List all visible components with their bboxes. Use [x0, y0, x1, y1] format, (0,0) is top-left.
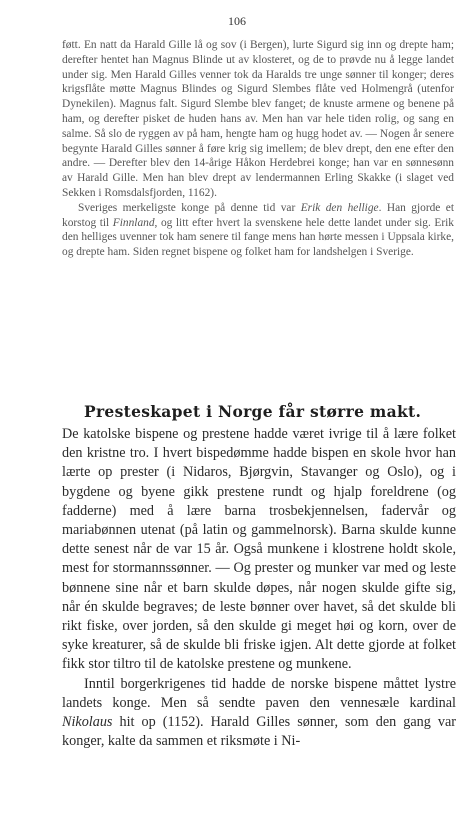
text-run: Sveriges merkeligste konge på denne tid var [78, 201, 301, 214]
italic-term: Erik den hellige [300, 201, 379, 214]
text-run: , og litt efter hvert la svenskene hele dette landet under sig. Erik den helliges uvenner tok ham senere til fange mens han hørte messen i Uppsala kirke, og drepte ham. Siden regnet bispene og folket ham for landshelgen i Sverige. [62, 216, 454, 259]
paragraph-erik-den-hellige [62, 201, 454, 260]
history-text-block [62, 38, 454, 260]
italic-term: Nikolaus [62, 714, 113, 731]
italic-term: Finnland [112, 216, 155, 229]
text-run: De katolske bispene og prestene hadde været ivrige til å lære folket den kristne tro. I hvert bispedømme hadde bispen en skole hvor han lærte op prester (i Nidaros, Bjørgvin, Stavanger og Oslo), og i bygdene og byene gikk prestene rundt og hjalp foreldrene (og fadderne) med å lære barna trosbekjennelsen, fadervår og mariabønnen utenat (på latin og gammelnorsk). Barna skulde kunne dette senest når de var 15 år. Også munkene i klostrene holdt skole, mest for stormannssønner. — Og prester og munker var med og leste bønnene sine når et barn skulde døpes, når nogen skulde gifte sig, når én skulde begraves; de leste bønner over havet, så det skulde bli rikt fiske, over jorden, så den skulde gi meget høi og korn, over de syke kreaturer, så de skulde bli friske igjen. Alt dette gjorde at folket fikk stor tiltro til de katolske prestene og munkene. [62, 426, 456, 673]
section-text-block [62, 425, 456, 751]
text-run: føtt. En natt da Harald Gille lå og sov (i Bergen), lurte Sigurd sig inn og drepte ham; derefter hentet han Magnus Blinde ut av klosteret, og de to prøvde nu å legge landet under sig. Men Harald Gilles venner tok da Haralds tre unge sønner til konger; deres krigsflåte møtte Magnus Blindes og Sigurd Slembes flåte ved Holmengrå (utenfor Dynekilen). Magnus falt. Sigurd Slembe blev fanget; de knuste armene og benene på ham, og derefter pisket de huden hans av. Men han var hele tiden rolig, og sang en salme. Så slo de ryggen av på ham, hengte ham og hugg hodet av. — Nogen år senere begynte Harald Gilles sønner å føre krig sig imellem; de blev drept, den ene efter den andre. — Derefter blev den 14-årige Håkon Herdebrei konge; han var en sønnesønn av Harald Gille. Men han blev drept av lendermannen Erling Skakke (i slaget ved Sekken i Romsdalsfjorden, 1162). [62, 39, 454, 199]
text-run: . Han gjorde et korstog til [62, 201, 455, 229]
paragraph-sigurd-slembe [62, 38, 454, 201]
text-run: hit op (1152). Harald Gilles sønner, som den gang var konger, kalte da sammen et riksmøte i Ni- [62, 714, 456, 750]
paragraph-kardinal-nikolaus [62, 675, 456, 752]
paragraph-bispene-og-prestene [62, 425, 456, 675]
section-heading: Presteskapet i Norge får større makt. [84, 402, 422, 421]
page-number: 106 [228, 14, 246, 28]
text-run: Inntil borgerkrigenes tid hadde de norske bispene måttet lystre landets konge. Men så sendte paven den vennesæle kardinal [62, 675, 456, 711]
